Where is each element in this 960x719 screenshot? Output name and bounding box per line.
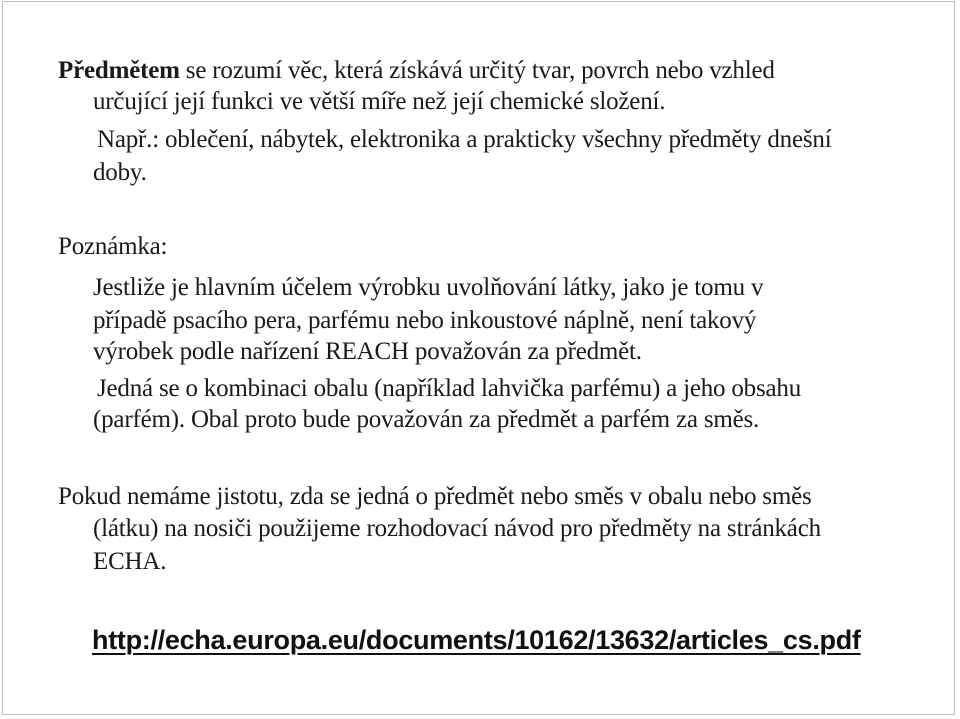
note-para1-line-2: případě psacího pera, parfému nebo inkoustové náplně, není takový: [93, 307, 757, 334]
definition-term: Předmětem: [58, 57, 180, 84]
example-line-2: doby.: [93, 159, 147, 186]
uncertainty-line-3: ECHA.: [93, 548, 167, 575]
note-para2-line-2: (parfém). Obal proto bude považován za předmět a parfém za směs.: [93, 406, 760, 433]
echa-guidance-link[interactable]: http://echa.europa.eu/documents/10162/13632/articles_cs.pdf: [92, 625, 861, 655]
definition-line-2: určující její funkci ve větší míře než její chemické složení.: [93, 88, 666, 115]
uncertainty-line-2: (látku) na nosiči použijeme rozhodovací návod pro předměty na stránkách: [93, 515, 821, 542]
definition-line-1: [58, 56, 775, 86]
example-line-1: Např.: oblečení, nábytek, elektronika a prakticky všechny předměty dnešní: [97, 126, 832, 153]
definition-text: se rozumí věc, která získává určitý tvar, povrch nebo vzhled: [179, 57, 775, 84]
note-para1-line-1: Jestliže je hlavním účelem výrobku uvolňování látky, jako je tomu v: [93, 274, 764, 301]
note-heading: Poznámka:: [58, 233, 168, 260]
note-para2-line-1: Jedná se o kombinaci obalu (například lahvička parfému) a jeho obsahu: [97, 375, 802, 402]
uncertainty-line-1: Pokud nemáme jistotu, zda se jedná o předmět nebo směs v obalu nebo směs: [58, 483, 812, 510]
note-para1-line-3: výrobek podle nařízení REACH považován za předmět.: [93, 338, 642, 365]
